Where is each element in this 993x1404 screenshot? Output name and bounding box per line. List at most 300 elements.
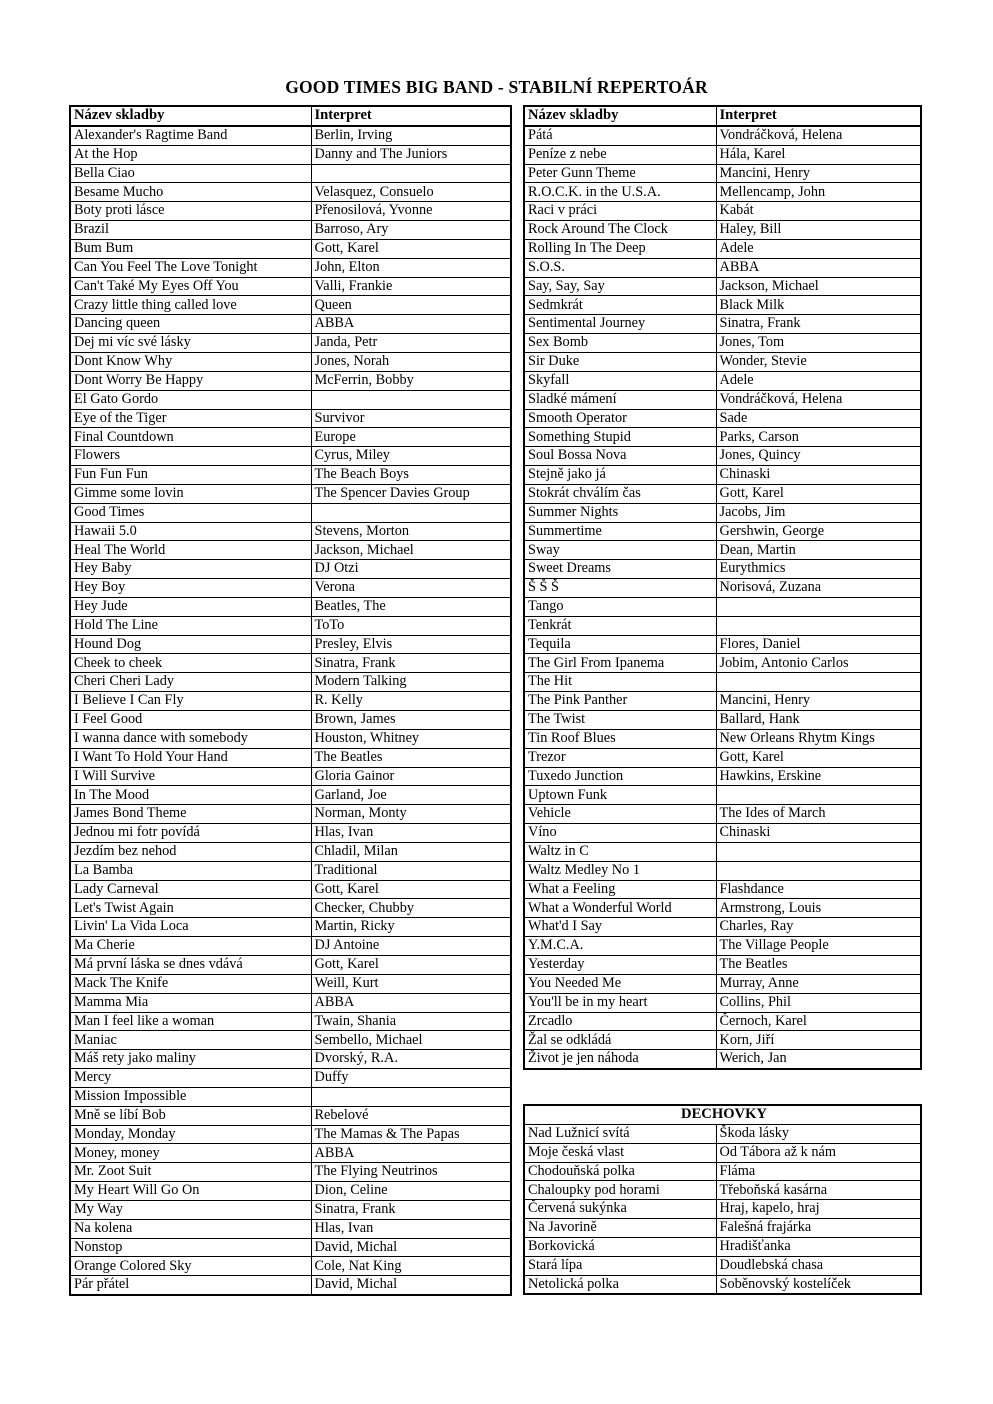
table-row [70, 315, 511, 334]
artist-cell: Fláma [716, 1162, 921, 1181]
song-cell: Jednou mi fotr povídá [70, 824, 311, 843]
table-row [70, 824, 511, 843]
song-cell: What a Feeling [524, 880, 716, 899]
table-row [524, 277, 921, 296]
table-row [70, 635, 511, 654]
artist-cell: Gott, Karel [716, 484, 921, 503]
song-cell: Tequila [524, 635, 716, 654]
table-row [70, 1163, 511, 1182]
table-row [70, 447, 511, 466]
song-cell: Skyfall [524, 371, 716, 390]
song-cell: Žal se odkládá [524, 1031, 716, 1050]
artist-cell: Barroso, Ary [311, 221, 511, 240]
artist-cell: Valli, Frankie [311, 277, 511, 296]
table-row [524, 560, 921, 579]
table-row [70, 239, 511, 258]
song-cell: The Hit [524, 673, 716, 692]
artist-cell: Danny and The Juniors [311, 145, 511, 164]
song-cell: Dont Worry Be Happy [70, 371, 311, 390]
song-cell: R.O.C.K. in the U.S.A. [524, 183, 716, 202]
artist-cell: The Mamas & The Papas [311, 1125, 511, 1144]
column-header-song: Název skladby [524, 106, 716, 126]
song-cell: Hawaii 5.0 [70, 522, 311, 541]
table-row [70, 1050, 511, 1069]
song-cell: Orange Colored Sky [70, 1257, 311, 1276]
artist-cell: Norman, Monty [311, 805, 511, 824]
table-row [524, 541, 921, 560]
artist-cell: Berlin, Irving [311, 126, 511, 145]
song-cell: Sedmkrát [524, 296, 716, 315]
table-header-row [70, 106, 511, 126]
table-row [524, 1050, 921, 1069]
artist-cell: The Spencer Davies Group [311, 484, 511, 503]
song-cell: Jezdím bez nehod [70, 842, 311, 861]
song-cell: Hey Boy [70, 579, 311, 598]
artist-cell: Beatles, The [311, 597, 511, 616]
song-cell: Sir Duke [524, 352, 716, 371]
table-row [524, 1219, 921, 1238]
column-header-artist: Interpret [716, 106, 921, 126]
table-row [524, 692, 921, 711]
table-row [524, 842, 921, 861]
table-row [524, 1162, 921, 1181]
table-row [70, 861, 511, 880]
artist-cell: Traditional [311, 861, 511, 880]
table-row [70, 918, 511, 937]
song-cell: Bum Bum [70, 239, 311, 258]
table-row [70, 616, 511, 635]
song-cell: The Pink Panther [524, 692, 716, 711]
artist-cell: Chinaski [716, 466, 921, 485]
table-row [70, 1012, 511, 1031]
table-row [524, 221, 921, 240]
artist-cell: Martin, Ricky [311, 918, 511, 937]
table-row [70, 409, 511, 428]
table-row [524, 484, 921, 503]
song-cell: Vehicle [524, 805, 716, 824]
table-row [70, 277, 511, 296]
artist-cell: Kabát [716, 202, 921, 221]
table-row [70, 258, 511, 277]
song-cell: I Will Survive [70, 767, 311, 786]
artist-cell: Adele [716, 239, 921, 258]
song-cell: Boty proti lásce [70, 202, 311, 221]
artist-cell [311, 390, 511, 409]
song-cell: Waltz in C [524, 842, 716, 861]
table-row [70, 748, 511, 767]
song-cell: Gimme some lovin [70, 484, 311, 503]
song-cell: Peníze z nebe [524, 145, 716, 164]
table-row [524, 126, 921, 145]
artist-cell: Presley, Elvis [311, 635, 511, 654]
artist-cell: Dvorský, R.A. [311, 1050, 511, 1069]
artist-cell: McFerrin, Bobby [311, 371, 511, 390]
table-row [70, 484, 511, 503]
artist-cell: Gott, Karel [311, 955, 511, 974]
artist-cell: The Ides of March [716, 805, 921, 824]
song-cell: Moje česká vlast [524, 1143, 716, 1162]
table-row [524, 202, 921, 221]
song-cell: Cheri Cheri Lady [70, 673, 311, 692]
song-cell: Sladké mámení [524, 390, 716, 409]
artist-cell: Survivor [311, 409, 511, 428]
table-row [70, 786, 511, 805]
song-cell: Pár přátel [70, 1276, 311, 1295]
artist-cell: Gershwin, George [716, 522, 921, 541]
artist-cell: Europe [311, 428, 511, 447]
table-row [524, 824, 921, 843]
song-cell: Crazy little thing called love [70, 296, 311, 315]
song-cell: Man I feel like a woman [70, 1012, 311, 1031]
table-row [70, 1125, 511, 1144]
artist-cell: Třeboňská kasárna [716, 1181, 921, 1200]
artist-cell: Werich, Jan [716, 1050, 921, 1069]
song-cell: Smooth Operator [524, 409, 716, 428]
artist-cell [716, 842, 921, 861]
song-cell: El Gato Gordo [70, 390, 311, 409]
artist-cell: Korn, Jiří [716, 1031, 921, 1050]
artist-cell: The Beatles [716, 955, 921, 974]
song-cell: Eye of the Tiger [70, 409, 311, 428]
artist-cell: Mancini, Henry [716, 692, 921, 711]
table-row [524, 1275, 921, 1294]
song-cell: Hound Dog [70, 635, 311, 654]
artist-cell: Modern Talking [311, 673, 511, 692]
table-row [524, 466, 921, 485]
song-cell: Brazil [70, 221, 311, 240]
song-cell: Nad Lužnicí svítá [524, 1124, 716, 1143]
song-cell: Raci v práci [524, 202, 716, 221]
table-row [70, 955, 511, 974]
artist-cell: New Orleans Rhytm Kings [716, 729, 921, 748]
table-row [524, 352, 921, 371]
artist-cell: Charles, Ray [716, 918, 921, 937]
table-row [524, 1143, 921, 1162]
artist-cell: Queen [311, 296, 511, 315]
table-row [70, 503, 511, 522]
artist-cell: Jones, Norah [311, 352, 511, 371]
artist-cell: Jackson, Michael [311, 541, 511, 560]
table-row [524, 786, 921, 805]
artist-cell: Hlas, Ivan [311, 1219, 511, 1238]
table-row [70, 1200, 511, 1219]
artist-cell: Verona [311, 579, 511, 598]
song-cell: Something Stupid [524, 428, 716, 447]
artist-cell: Vondráčková, Helena [716, 126, 921, 145]
table-row [524, 1124, 921, 1143]
artist-cell: Cole, Nat King [311, 1257, 511, 1276]
song-cell: Mercy [70, 1069, 311, 1088]
table-row [70, 541, 511, 560]
artist-cell: ABBA [311, 315, 511, 334]
song-cell: Cheek to cheek [70, 654, 311, 673]
song-cell: Červená sukýnka [524, 1200, 716, 1219]
table-row [70, 466, 511, 485]
table-row [70, 221, 511, 240]
table-row [70, 654, 511, 673]
artist-cell: Weill, Kurt [311, 974, 511, 993]
artist-cell: Velasquez, Consuelo [311, 183, 511, 202]
song-cell: You Needed Me [524, 974, 716, 993]
column-header-artist: Interpret [311, 106, 511, 126]
table-row [70, 899, 511, 918]
song-cell: Sweet Dreams [524, 560, 716, 579]
artist-cell [311, 503, 511, 522]
table-row [70, 937, 511, 956]
song-cell: Waltz Medley No 1 [524, 861, 716, 880]
table-row [70, 711, 511, 730]
song-cell: What a Wonderful World [524, 899, 716, 918]
table-row [524, 880, 921, 899]
song-cell: In The Mood [70, 786, 311, 805]
table-row [70, 145, 511, 164]
song-cell: James Bond Theme [70, 805, 311, 824]
table-row [524, 805, 921, 824]
artist-cell: Hála, Karel [716, 145, 921, 164]
artist-cell: Gott, Karel [311, 239, 511, 258]
song-cell: Stará lípa [524, 1256, 716, 1275]
song-cell: Hold The Line [70, 616, 311, 635]
artist-cell: Brown, James [311, 711, 511, 730]
artist-cell: Jones, Quincy [716, 447, 921, 466]
table-row [524, 635, 921, 654]
table-row [524, 503, 921, 522]
song-cell: Mr. Zoot Suit [70, 1163, 311, 1182]
table-row [70, 1144, 511, 1163]
song-cell: Hey Baby [70, 560, 311, 579]
artist-cell: Sinatra, Frank [716, 315, 921, 334]
artist-cell: Vondráčková, Helena [716, 390, 921, 409]
artist-cell: Cyrus, Miley [311, 447, 511, 466]
artist-cell: Duffy [311, 1069, 511, 1088]
artist-cell: John, Elton [311, 258, 511, 277]
artist-cell: Sinatra, Frank [311, 654, 511, 673]
artist-cell: The Village People [716, 937, 921, 956]
artist-cell: Chinaski [716, 824, 921, 843]
table-row [524, 239, 921, 258]
artist-cell: Od Tábora až k nám [716, 1143, 921, 1162]
artist-cell: Mellencamp, John [716, 183, 921, 202]
song-cell: Tuxedo Junction [524, 767, 716, 786]
song-cell: Fun Fun Fun [70, 466, 311, 485]
table-row [70, 202, 511, 221]
song-cell: I wanna dance with somebody [70, 729, 311, 748]
table-row [70, 522, 511, 541]
table-row [524, 296, 921, 315]
song-cell: Mack The Knife [70, 974, 311, 993]
table-row [524, 428, 921, 447]
song-cell: Y.M.C.A. [524, 937, 716, 956]
song-cell: Ma Cherie [70, 937, 311, 956]
song-cell: Chaloupky pod horami [524, 1181, 716, 1200]
artist-cell: Janda, Petr [311, 334, 511, 353]
artist-cell [716, 861, 921, 880]
table-row [524, 654, 921, 673]
song-cell: Besame Mucho [70, 183, 311, 202]
song-cell: Monday, Monday [70, 1125, 311, 1144]
artist-cell: Mancini, Henry [716, 164, 921, 183]
song-cell: Summertime [524, 522, 716, 541]
artist-cell: Gloria Gainor [311, 767, 511, 786]
table-row [70, 805, 511, 824]
table-row [524, 597, 921, 616]
table-row [524, 334, 921, 353]
table-row [524, 522, 921, 541]
song-cell: I Want To Hold Your Hand [70, 748, 311, 767]
table-row [70, 428, 511, 447]
song-cell: Lady Carneval [70, 880, 311, 899]
song-cell: Money, money [70, 1144, 311, 1163]
song-cell: Uptown Funk [524, 786, 716, 805]
table-row [70, 673, 511, 692]
page-title: GOOD TIMES BIG BAND - STABILNÍ REPERTOÁR [285, 77, 708, 97]
song-cell: Netolická polka [524, 1275, 716, 1294]
artist-cell: Přenosilová, Yvonne [311, 202, 511, 221]
artist-cell: Garland, Joe [311, 786, 511, 805]
song-cell: Mamma Mia [70, 993, 311, 1012]
table-row [524, 1200, 921, 1219]
dechovky-section-header: DECHOVKY [524, 1105, 921, 1124]
artist-cell: Dion, Celine [311, 1182, 511, 1201]
table-row [524, 371, 921, 390]
artist-cell: Collins, Phil [716, 993, 921, 1012]
table-row [524, 974, 921, 993]
table-row [70, 1106, 511, 1125]
song-cell: Stokrát chválím čas [524, 484, 716, 503]
song-cell: Dej mi víc své lásky [70, 334, 311, 353]
song-cell: Summer Nights [524, 503, 716, 522]
table-row [70, 692, 511, 711]
artist-cell: Murray, Anne [716, 974, 921, 993]
song-cell: Peter Gunn Theme [524, 164, 716, 183]
table-row [524, 748, 921, 767]
artist-cell: Flashdance [716, 880, 921, 899]
song-cell: Dancing queen [70, 315, 311, 334]
table-row [524, 1237, 921, 1256]
table-row [524, 183, 921, 202]
song-cell: Má první láska se dnes vdává [70, 955, 311, 974]
artist-cell: Jones, Tom [716, 334, 921, 353]
artist-cell [311, 1087, 511, 1106]
song-cell: Soul Bossa Nova [524, 447, 716, 466]
artist-cell: Hradišťanka [716, 1237, 921, 1256]
table-row [70, 164, 511, 183]
song-cell: I Feel Good [70, 711, 311, 730]
song-cell: Sentimental Journey [524, 315, 716, 334]
song-cell: I Believe I Can Fly [70, 692, 311, 711]
song-cell: Rock Around The Clock [524, 221, 716, 240]
song-cell: My Heart Will Go On [70, 1182, 311, 1201]
artist-cell: Rebelové [311, 1106, 511, 1125]
song-cell: Heal The World [70, 541, 311, 560]
song-cell: Máš rety jako maliny [70, 1050, 311, 1069]
artist-cell: Dean, Martin [716, 541, 921, 560]
song-cell: Tin Roof Blues [524, 729, 716, 748]
table-row [70, 371, 511, 390]
table-row [524, 937, 921, 956]
table-row [70, 767, 511, 786]
table-row [524, 579, 921, 598]
song-cell: Alexander's Ragtime Band [70, 126, 311, 145]
artist-cell: Jacobs, Jim [716, 503, 921, 522]
table-row [70, 334, 511, 353]
song-cell: Can You Feel The Love Tonight [70, 258, 311, 277]
artist-cell: Stevens, Morton [311, 522, 511, 541]
song-cell: S.O.S. [524, 258, 716, 277]
artist-cell [716, 616, 921, 635]
table-row [70, 126, 511, 145]
song-cell: Š Š Š [524, 579, 716, 598]
table-row [70, 597, 511, 616]
artist-cell: Doudlebská chasa [716, 1256, 921, 1275]
song-cell: Mně se líbí Bob [70, 1106, 311, 1125]
table-row [524, 711, 921, 730]
table-row [524, 1256, 921, 1275]
artist-cell: Hlas, Ivan [311, 824, 511, 843]
table-header-row [524, 1105, 921, 1124]
table-row [524, 729, 921, 748]
table-row [70, 1031, 511, 1050]
table-row [524, 164, 921, 183]
artist-cell [716, 673, 921, 692]
song-cell: Livin' La Vida Loca [70, 918, 311, 937]
dechovky-table [523, 1104, 922, 1295]
song-cell: Tango [524, 597, 716, 616]
artist-cell: Parks, Carson [716, 428, 921, 447]
artist-cell: David, Michal [311, 1238, 511, 1257]
table-row [524, 1031, 921, 1050]
song-cell: Stejně jako já [524, 466, 716, 485]
table-row [524, 767, 921, 786]
song-cell: Chodouňská polka [524, 1162, 716, 1181]
song-cell: Sway [524, 541, 716, 560]
table-row [524, 258, 921, 277]
artist-cell: Haley, Bill [716, 221, 921, 240]
table-row [70, 1257, 511, 1276]
song-cell: Trezor [524, 748, 716, 767]
artist-cell: Houston, Whitney [311, 729, 511, 748]
repertoire-table-left [69, 105, 512, 1296]
song-cell: Tenkrát [524, 616, 716, 635]
artist-cell: The Beatles [311, 748, 511, 767]
artist-cell: David, Michal [311, 1276, 511, 1295]
table-row [524, 899, 921, 918]
table-row [524, 390, 921, 409]
table-row [70, 880, 511, 899]
table-row [70, 296, 511, 315]
artist-cell: Hawkins, Erskine [716, 767, 921, 786]
artist-cell: ABBA [311, 993, 511, 1012]
table-row [70, 729, 511, 748]
artist-cell: Hraj, kapelo, hraj [716, 1200, 921, 1219]
song-cell: Život je jen náhoda [524, 1050, 716, 1069]
table-row [524, 955, 921, 974]
table-row [70, 1069, 511, 1088]
repertoire-table-right [523, 105, 922, 1070]
song-cell: Bella Ciao [70, 164, 311, 183]
song-cell: At the Hop [70, 145, 311, 164]
table-row [524, 993, 921, 1012]
table-row [524, 673, 921, 692]
artist-cell: Černoch, Karel [716, 1012, 921, 1031]
artist-cell: Škoda lásky [716, 1124, 921, 1143]
artist-cell: Flores, Daniel [716, 635, 921, 654]
song-cell: Final Countdown [70, 428, 311, 447]
song-cell: You'll be in my heart [524, 993, 716, 1012]
artist-cell: ToTo [311, 616, 511, 635]
artist-cell: Sinatra, Frank [311, 1200, 511, 1219]
table-row [524, 315, 921, 334]
